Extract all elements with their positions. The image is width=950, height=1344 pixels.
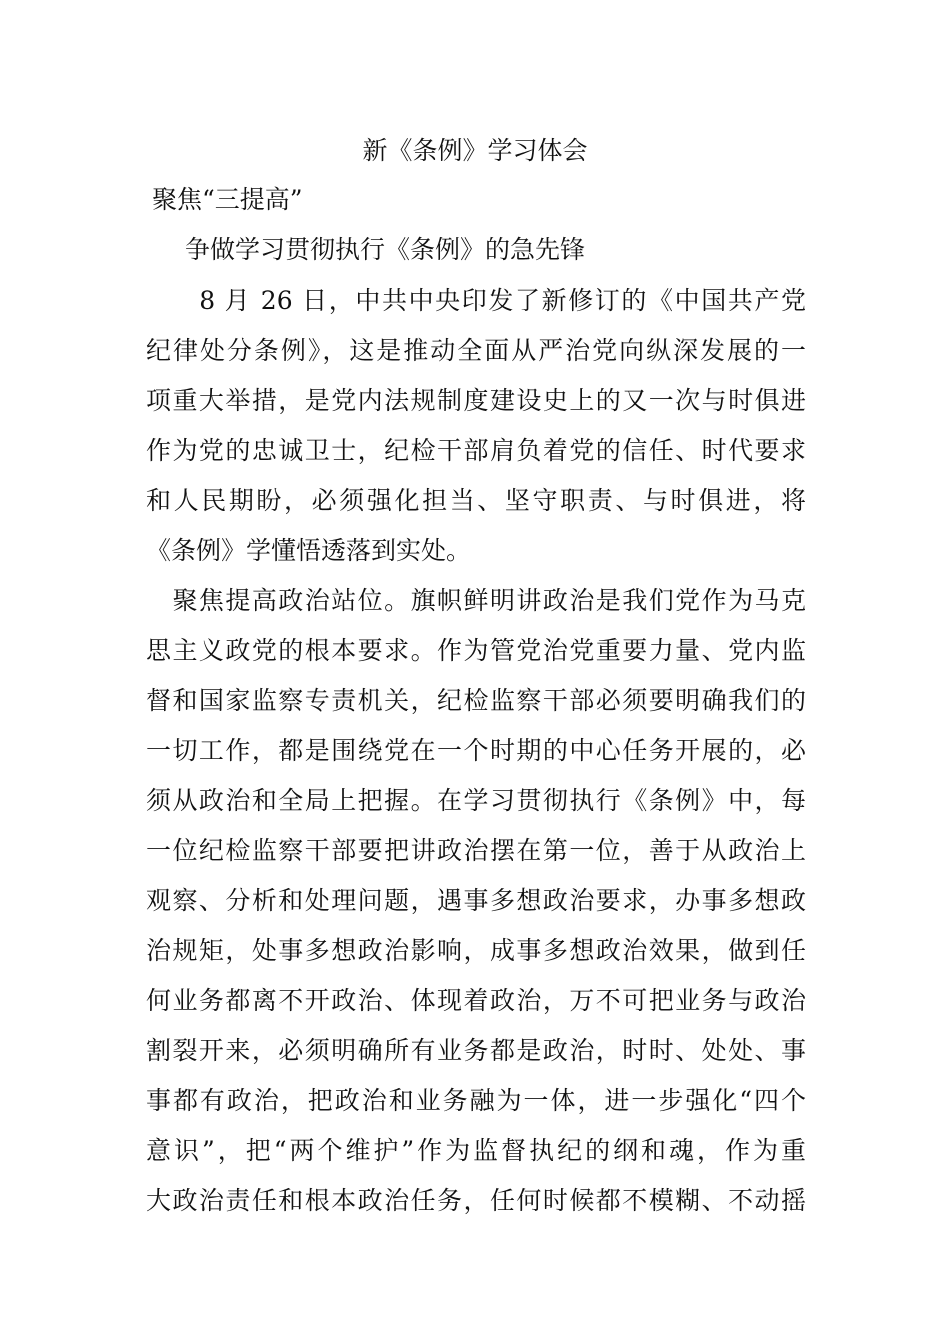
paragraph-line: 思主义政党的根本要求。作为管党治党重要力量、党内监 (146, 636, 806, 665)
paragraph-line: 事都有政治，把政治和业务融为一体，进一步强化“四个 (146, 1086, 806, 1115)
paragraph-line: 8 月 26 日，中共中央印发了新修订的《中国共产党 (146, 286, 806, 315)
subtitle-vanguard: 争做学习贯彻执行《条例》的急先锋 (185, 235, 586, 264)
paragraph-line: 须从政治和全局上把握。在学习贯彻执行《条例》中，每 (146, 786, 806, 815)
paragraph-line: 何业务都离不开政治、体现着政治，万不可把业务与政治 (146, 986, 806, 1015)
paragraph-line: 一位纪检监察干部要把讲政治摆在第一位，善于从政治上 (146, 836, 806, 865)
paragraph-line: 意识”，把“两个维护”作为监督执纪的纲和魂，作为重 (146, 1136, 806, 1165)
paragraph-line: 督和国家监察专责机关，纪检监察干部必须要明确我们的 (146, 686, 806, 715)
paragraph-line: 一切工作，都是围绕党在一个时期的中心任务开展的，必 (146, 736, 806, 765)
paragraph-line: 治规矩，处事多想政治影响，成事多想政治效果，做到任 (146, 936, 806, 965)
paragraph-line: 大政治责任和根本政治任务，任何时候都不模糊、不动摇 (146, 1186, 806, 1215)
paragraph-line: 和人民期盼，必须强化担当、坚守职责、与时俱进，将 (146, 486, 806, 515)
paragraph-intro (146, 276, 806, 576)
paragraph-line: 聚焦提高政治站位。旗帜鲜明讲政治是我们党作为马克 (146, 586, 806, 615)
paragraph-line: 作为党的忠诚卫士，纪检干部肩负着党的信任、时代要求 (146, 436, 806, 465)
document-title: 新《条例》学习体会 (362, 136, 588, 165)
subtitle-focus: 聚焦“三提高” (152, 185, 303, 214)
paragraph-line: 观察、分析和处理问题，遇事多想政治要求，办事多想政 (146, 886, 806, 915)
paragraph-line: 纪律处分条例》，这是推动全面从严治党向纵深发展的一 (146, 336, 806, 365)
paragraph-line: 《条例》学懂悟透落到实处。 (146, 536, 472, 565)
paragraph-line: 项重大举措，是党内法规制度建设史上的又一次与时俱进 (146, 386, 806, 415)
paragraph-political-stance (146, 576, 806, 1226)
paragraph-line: 割裂开来，必须明确所有业务都是政治，时时、处处、事 (146, 1036, 806, 1065)
